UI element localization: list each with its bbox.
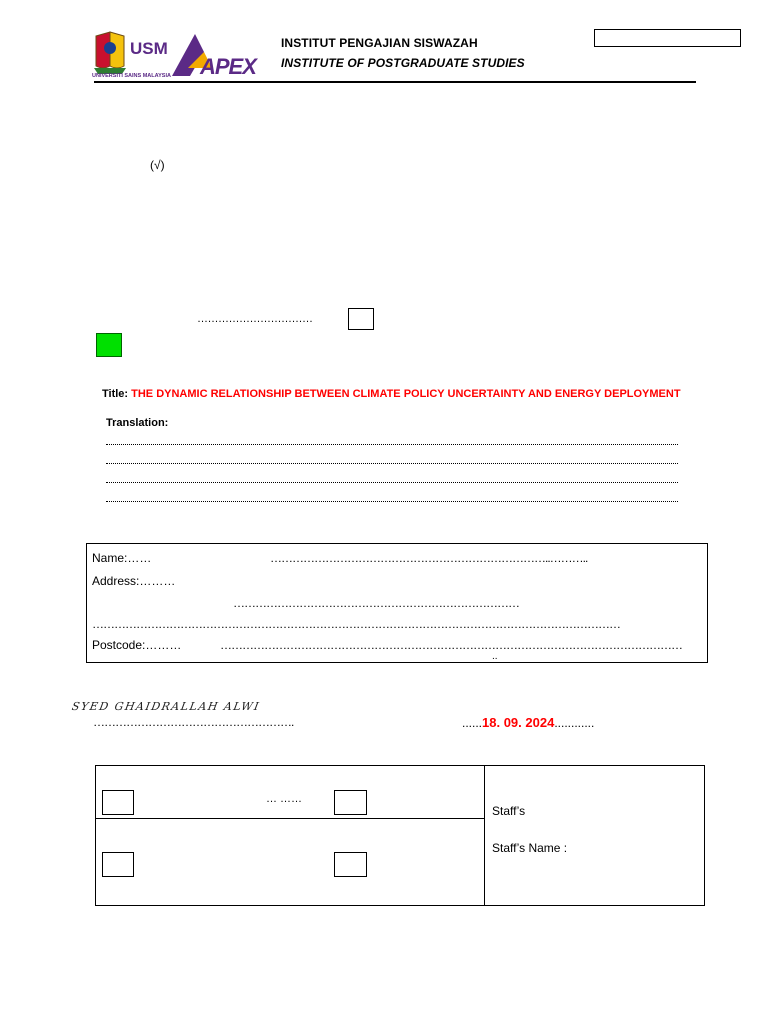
thesis-title (102, 388, 681, 400)
postcode-label: Postcode:……… (92, 638, 182, 652)
translation-line-4[interactable] (106, 501, 678, 502)
signature: SYED GHAIDRALLAH ALWI (70, 700, 262, 713)
selected-checkbox[interactable] (96, 333, 122, 357)
address-field-1[interactable]: …………………………………………………………………… (233, 596, 519, 610)
trailing-dots: .. (492, 651, 498, 662)
office-checkbox-4[interactable] (334, 852, 367, 877)
office-checkbox-2[interactable] (334, 790, 367, 815)
office-checkbox-1[interactable] (102, 790, 134, 815)
translation-label: Translation: (106, 417, 169, 429)
translation-line-3[interactable] (106, 482, 678, 483)
date-value: 18. 09. 2024 (482, 715, 555, 730)
translation-line-2[interactable] (106, 463, 678, 464)
signature-line[interactable]: ………………………………………………. (93, 715, 294, 729)
address-label: Address:……… (92, 574, 176, 588)
usm-caption: UNIVERSITI SAINS MALAYSIA (92, 73, 171, 79)
staff-label: Staff’s (492, 804, 526, 818)
apex-logo-text: APEX (200, 54, 256, 79)
institute-name-english: INSTITUTE OF POSTGRADUATE STUDIES (281, 56, 525, 70)
office-use-divider-horizontal (95, 818, 485, 819)
postcode-field[interactable]: ……………………………………………………………………………………………………………… (220, 638, 682, 652)
office-row1-dots: … …… (266, 793, 303, 805)
address-field-2[interactable]: ……………………………………………………………………………………………………………………………… (92, 617, 620, 631)
university-logos (92, 30, 272, 80)
name-field[interactable]: …………………………………………………………………..……….. (270, 551, 588, 565)
institute-name-malay: INSTITUT PENGAJIAN SISWAZAH (281, 36, 478, 50)
date-prefix: ...... (462, 716, 483, 730)
translation-line-1[interactable] (106, 444, 678, 445)
name-label: Name:…… (92, 551, 152, 565)
date-field[interactable] (462, 715, 594, 730)
date-suffix: ............ (554, 716, 595, 730)
title-label: Title: (102, 388, 129, 400)
tick-instruction: (√) (150, 158, 165, 172)
usm-logo-text: USM (130, 39, 168, 58)
office-use-divider-vertical (484, 765, 485, 905)
usm-crest-icon (94, 32, 126, 74)
reference-number-box[interactable] (594, 29, 741, 47)
header-divider (94, 81, 696, 83)
office-use-table (95, 765, 705, 906)
selection-checkbox[interactable] (348, 308, 374, 330)
selection-dots: …………………………… (197, 313, 313, 325)
staff-name-label: Staff’s Name : (492, 841, 568, 855)
office-checkbox-3[interactable] (102, 852, 134, 877)
title-value: THE DYNAMIC RELATIONSHIP BETWEEN CLIMATE POLICY UNCERTAINTY AND ENERGY DEPLOYMENT (131, 388, 681, 400)
